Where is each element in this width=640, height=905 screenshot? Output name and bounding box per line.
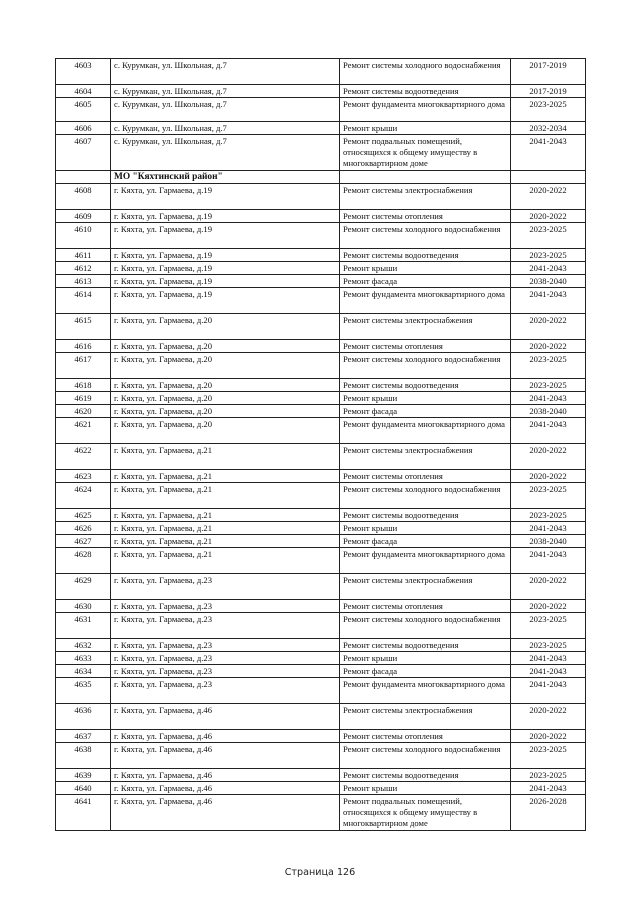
address-cell: г. Кяхта, ул. Гармаева, д.19 — [111, 223, 340, 249]
row-number: 4621 — [56, 418, 111, 444]
table-row — [56, 639, 586, 652]
period-cell: 2023-2025 — [511, 98, 586, 122]
row-number: 4629 — [56, 574, 111, 600]
period-cell: 2023-2025 — [511, 743, 586, 769]
row-number: 4636 — [56, 704, 111, 730]
row-number: 4610 — [56, 223, 111, 249]
table-body — [56, 59, 586, 831]
work-type-cell: Ремонт системы водоотведения — [340, 509, 511, 522]
period-cell: 2026-2028 — [511, 795, 586, 831]
table-row — [56, 340, 586, 353]
period-cell: 2023-2025 — [511, 613, 586, 639]
row-number: 4604 — [56, 85, 111, 98]
work-type-cell: Ремонт фасада — [340, 405, 511, 418]
work-type-cell: Ремонт крыши — [340, 392, 511, 405]
work-type-cell: Ремонт подвальных помещений, относящихся к общему имуществу в многоквартирном доме — [340, 135, 511, 171]
table-row — [56, 85, 586, 98]
table-row — [56, 600, 586, 613]
work-type-cell: Ремонт крыши — [340, 262, 511, 275]
work-type-cell: Ремонт системы электроснабжения — [340, 444, 511, 470]
address-cell: г. Кяхта, ул. Гармаева, д.46 — [111, 795, 340, 831]
period-cell: 2041-2043 — [511, 262, 586, 275]
period-cell: 2038-2040 — [511, 405, 586, 418]
period-cell: 2020-2022 — [511, 730, 586, 743]
address-cell: с. Курумкан, ул. Школьная, д.7 — [111, 98, 340, 122]
work-type-cell: Ремонт системы холодного водоснабжения — [340, 613, 511, 639]
row-number: 4632 — [56, 639, 111, 652]
address-cell: с. Курумкан, ул. Школьная, д.7 — [111, 122, 340, 135]
table-row — [56, 678, 586, 704]
table-row — [56, 275, 586, 288]
table-row — [56, 535, 586, 548]
table-row — [56, 249, 586, 262]
row-number: 4609 — [56, 210, 111, 223]
work-type-cell: Ремонт фундамента многоквартирного дома — [340, 418, 511, 444]
row-number: 4623 — [56, 470, 111, 483]
period-cell: 2023-2025 — [511, 483, 586, 509]
work-type-cell: Ремонт системы холодного водоснабжения — [340, 59, 511, 85]
address-cell: г. Кяхта, ул. Гармаева, д.46 — [111, 782, 340, 795]
row-number: 4605 — [56, 98, 111, 122]
table-row — [56, 135, 586, 171]
address-cell: г. Кяхта, ул. Гармаева, д.46 — [111, 769, 340, 782]
table-row — [56, 392, 586, 405]
table-row — [56, 769, 586, 782]
row-number: 4607 — [56, 135, 111, 171]
table-row — [56, 613, 586, 639]
period-cell: 2020-2022 — [511, 184, 586, 210]
table-row — [56, 262, 586, 275]
period-cell: 2020-2022 — [511, 314, 586, 340]
table-row — [56, 652, 586, 665]
row-number: 4633 — [56, 652, 111, 665]
address-cell: г. Кяхта, ул. Гармаева, д.21 — [111, 535, 340, 548]
row-number: 4635 — [56, 678, 111, 704]
work-type-cell: Ремонт подвальных помещений, относящихся к общему имуществу в многоквартирном доме — [340, 795, 511, 831]
row-number: 4603 — [56, 59, 111, 85]
address-cell: г. Кяхта, ул. Гармаева, д.19 — [111, 275, 340, 288]
period-cell: 2041-2043 — [511, 782, 586, 795]
row-number: 4625 — [56, 509, 111, 522]
address-cell: г. Кяхта, ул. Гармаева, д.23 — [111, 652, 340, 665]
period-cell: 2023-2025 — [511, 769, 586, 782]
row-number: 4640 — [56, 782, 111, 795]
address-cell: г. Кяхта, ул. Гармаева, д.20 — [111, 353, 340, 379]
table-row — [56, 522, 586, 535]
period-cell: 2041-2043 — [511, 678, 586, 704]
work-type-cell: Ремонт системы холодного водоснабжения — [340, 353, 511, 379]
work-type-cell: Ремонт фундамента многоквартирного дома — [340, 678, 511, 704]
table-row — [56, 288, 586, 314]
section-empty-cell — [340, 171, 511, 184]
table-row — [56, 353, 586, 379]
period-cell: 2020-2022 — [511, 210, 586, 223]
table-row — [56, 795, 586, 831]
address-cell: с. Курумкан, ул. Школьная, д.7 — [111, 135, 340, 171]
address-cell: г. Кяхта, ул. Гармаева, д.23 — [111, 665, 340, 678]
work-type-cell: Ремонт системы отопления — [340, 730, 511, 743]
row-number: 4631 — [56, 613, 111, 639]
work-type-cell: Ремонт системы водоотведения — [340, 769, 511, 782]
work-type-cell: Ремонт системы холодного водоснабжения — [340, 223, 511, 249]
row-number: 4617 — [56, 353, 111, 379]
row-number: 4626 — [56, 522, 111, 535]
period-cell: 2020-2022 — [511, 444, 586, 470]
table-row — [56, 184, 586, 210]
period-cell: 2023-2025 — [511, 379, 586, 392]
address-cell: г. Кяхта, ул. Гармаева, д.20 — [111, 314, 340, 340]
period-cell: 2020-2022 — [511, 340, 586, 353]
address-cell: г. Кяхта, ул. Гармаева, д.19 — [111, 184, 340, 210]
row-number: 4639 — [56, 769, 111, 782]
work-type-cell: Ремонт фасада — [340, 275, 511, 288]
row-number: 4620 — [56, 405, 111, 418]
period-cell: 2023-2025 — [511, 509, 586, 522]
row-number: 4616 — [56, 340, 111, 353]
address-cell: г. Кяхта, ул. Гармаева, д.23 — [111, 639, 340, 652]
row-number: 4627 — [56, 535, 111, 548]
address-cell: г. Кяхта, ул. Гармаева, д.23 — [111, 613, 340, 639]
row-number: 4614 — [56, 288, 111, 314]
period-cell: 2041-2043 — [511, 135, 586, 171]
work-type-cell: Ремонт системы электроснабжения — [340, 314, 511, 340]
address-cell: г. Кяхта, ул. Гармаева, д.20 — [111, 405, 340, 418]
work-type-cell: Ремонт системы электроснабжения — [340, 184, 511, 210]
address-cell: г. Кяхта, ул. Гармаева, д.21 — [111, 444, 340, 470]
table-row — [56, 574, 586, 600]
work-type-cell: Ремонт крыши — [340, 782, 511, 795]
work-type-cell: Ремонт фундамента многоквартирного дома — [340, 288, 511, 314]
period-cell: 2041-2043 — [511, 418, 586, 444]
work-type-cell: Ремонт системы холодного водоснабжения — [340, 743, 511, 769]
table-row — [56, 704, 586, 730]
period-cell: 2041-2043 — [511, 548, 586, 574]
row-number: 4624 — [56, 483, 111, 509]
period-cell: 2041-2043 — [511, 652, 586, 665]
address-cell: г. Кяхта, ул. Гармаева, д.21 — [111, 483, 340, 509]
work-type-cell: Ремонт системы электроснабжения — [340, 704, 511, 730]
work-type-cell: Ремонт системы отопления — [340, 600, 511, 613]
row-number: 4622 — [56, 444, 111, 470]
page-number: Страница 126 — [284, 867, 356, 878]
work-type-cell: Ремонт крыши — [340, 652, 511, 665]
address-cell: г. Кяхта, ул. Гармаева, д.20 — [111, 340, 340, 353]
work-type-cell: Ремонт системы водоотведения — [340, 379, 511, 392]
period-cell: 2017-2019 — [511, 59, 586, 85]
address-cell: г. Кяхта, ул. Гармаева, д.20 — [111, 418, 340, 444]
address-cell: г. Кяхта, ул. Гармаева, д.23 — [111, 678, 340, 704]
work-type-cell: Ремонт фундамента многоквартирного дома — [340, 548, 511, 574]
period-cell: 2023-2025 — [511, 353, 586, 379]
row-number: 4615 — [56, 314, 111, 340]
period-cell: 2041-2043 — [511, 665, 586, 678]
period-cell: 2038-2040 — [511, 535, 586, 548]
table-row — [56, 122, 586, 135]
address-cell: г. Кяхта, ул. Гармаева, д.20 — [111, 379, 340, 392]
address-cell: г. Кяхта, ул. Гармаева, д.19 — [111, 262, 340, 275]
address-cell: г. Кяхта, ул. Гармаева, д.20 — [111, 392, 340, 405]
address-cell: г. Кяхта, ул. Гармаева, д.19 — [111, 210, 340, 223]
work-type-cell: Ремонт фасада — [340, 535, 511, 548]
address-cell: г. Кяхта, ул. Гармаева, д.23 — [111, 600, 340, 613]
table-row — [56, 782, 586, 795]
row-number: 4634 — [56, 665, 111, 678]
row-number: 4608 — [56, 184, 111, 210]
table-row — [56, 444, 586, 470]
table-row — [56, 665, 586, 678]
section-title: МО "Кяхтинский район" — [111, 171, 340, 184]
period-cell: 2020-2022 — [511, 574, 586, 600]
table-row — [56, 314, 586, 340]
work-type-cell: Ремонт системы отопления — [340, 210, 511, 223]
period-cell: 2023-2025 — [511, 249, 586, 262]
address-cell: г. Кяхта, ул. Гармаева, д.23 — [111, 574, 340, 600]
table-row — [56, 548, 586, 574]
table-row — [56, 483, 586, 509]
table-row — [56, 730, 586, 743]
work-type-cell: Ремонт системы холодного водоснабжения — [340, 483, 511, 509]
address-cell: г. Кяхта, ул. Гармаева, д.46 — [111, 730, 340, 743]
row-number: 4618 — [56, 379, 111, 392]
period-cell: 2023-2025 — [511, 223, 586, 249]
row-number: 4628 — [56, 548, 111, 574]
table-row — [56, 418, 586, 444]
work-type-cell: Ремонт системы водоотведения — [340, 85, 511, 98]
section-empty-cell — [511, 171, 586, 184]
row-number: 4612 — [56, 262, 111, 275]
address-cell: г. Кяхта, ул. Гармаева, д.46 — [111, 704, 340, 730]
repair-schedule-table — [55, 58, 586, 831]
row-number: 4638 — [56, 743, 111, 769]
work-type-cell: Ремонт системы отопления — [340, 470, 511, 483]
table-row — [56, 470, 586, 483]
work-type-cell: Ремонт крыши — [340, 522, 511, 535]
table-row — [56, 379, 586, 392]
table-row — [56, 98, 586, 122]
period-cell: 2038-2040 — [511, 275, 586, 288]
period-cell: 2017-2019 — [511, 85, 586, 98]
row-number: 4613 — [56, 275, 111, 288]
section-num-cell — [56, 171, 111, 184]
row-number: 4606 — [56, 122, 111, 135]
row-number: 4641 — [56, 795, 111, 831]
table-row — [56, 405, 586, 418]
address-cell: г. Кяхта, ул. Гармаева, д.46 — [111, 743, 340, 769]
period-cell: 2020-2022 — [511, 470, 586, 483]
table-row — [56, 509, 586, 522]
work-type-cell: Ремонт системы электроснабжения — [340, 574, 511, 600]
address-cell: г. Кяхта, ул. Гармаева, д.21 — [111, 470, 340, 483]
period-cell: 2023-2025 — [511, 639, 586, 652]
work-type-cell: Ремонт системы водоотведения — [340, 639, 511, 652]
address-cell: г. Кяхта, ул. Гармаева, д.21 — [111, 509, 340, 522]
work-type-cell: Ремонт системы водоотведения — [340, 249, 511, 262]
row-number: 4630 — [56, 600, 111, 613]
period-cell: 2041-2043 — [511, 392, 586, 405]
period-cell: 2041-2043 — [511, 288, 586, 314]
period-cell: 2041-2043 — [511, 522, 586, 535]
row-number: 4637 — [56, 730, 111, 743]
section-row — [56, 171, 586, 184]
row-number: 4611 — [56, 249, 111, 262]
period-cell: 2020-2022 — [511, 600, 586, 613]
address-cell: г. Кяхта, ул. Гармаева, д.21 — [111, 548, 340, 574]
address-cell: г. Кяхта, ул. Гармаева, д.21 — [111, 522, 340, 535]
table-row — [56, 210, 586, 223]
address-cell: с. Курумкан, ул. Школьная, д.7 — [111, 85, 340, 98]
work-type-cell: Ремонт системы отопления — [340, 340, 511, 353]
address-cell: г. Кяхта, ул. Гармаева, д.19 — [111, 288, 340, 314]
period-cell: 2032-2034 — [511, 122, 586, 135]
work-type-cell: Ремонт крыши — [340, 122, 511, 135]
row-number: 4619 — [56, 392, 111, 405]
work-type-cell: Ремонт фундамента многоквартирного дома — [340, 98, 511, 122]
address-cell: г. Кяхта, ул. Гармаева, д.19 — [111, 249, 340, 262]
table-row — [56, 59, 586, 85]
period-cell: 2020-2022 — [511, 704, 586, 730]
table-row — [56, 743, 586, 769]
work-type-cell: Ремонт фасада — [340, 665, 511, 678]
table-row — [56, 223, 586, 249]
address-cell: с. Курумкан, ул. Школьная, д.7 — [111, 59, 340, 85]
